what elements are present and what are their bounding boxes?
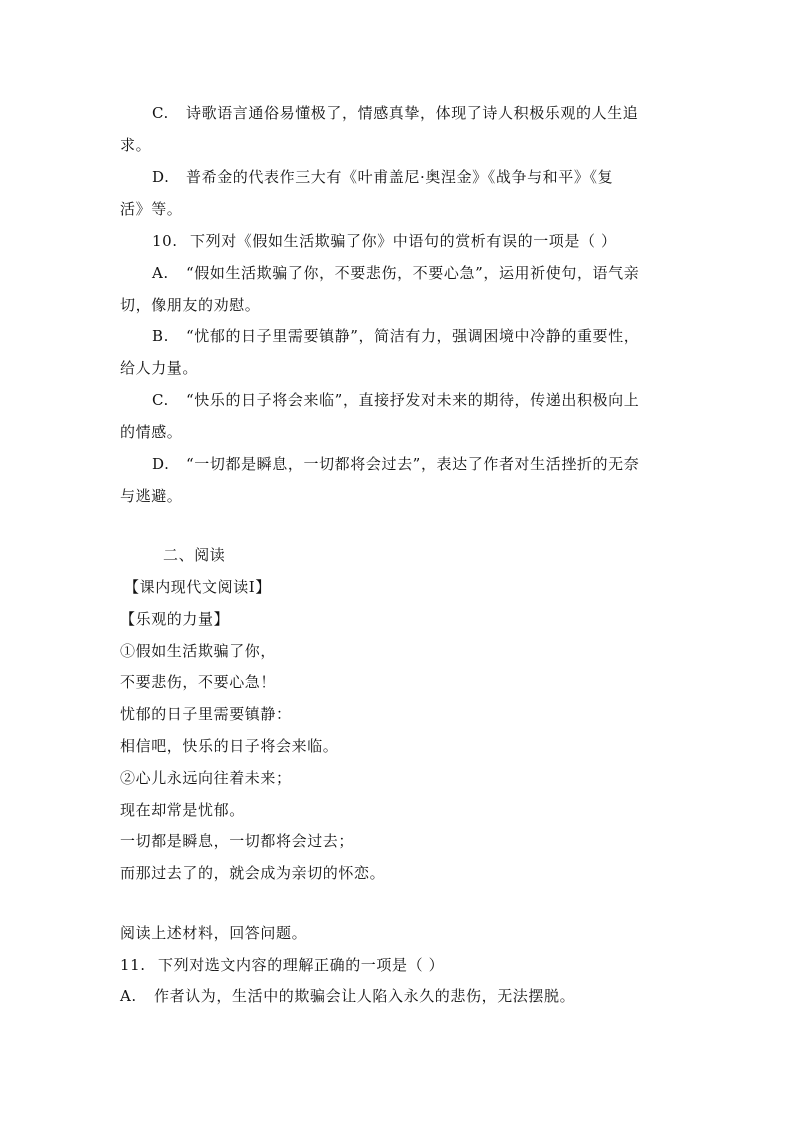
q10-option-c-continued: 的情感。 — [120, 423, 183, 441]
question-text: 下列对选文内容的理解正确的一项是（ ） — [158, 956, 445, 974]
option-label: C. — [152, 391, 169, 409]
option-text: “一切都是瞬息，一切都将会过去”，表达了作者对生活挫折的无奈 — [186, 455, 640, 473]
option-label: A. — [152, 264, 169, 282]
poem-line: ②心儿永远向往着未来； — [120, 769, 292, 787]
q9-option-d-continued: 活》等。 — [120, 200, 183, 218]
poem-line: 不要悲伤，不要心急！ — [120, 673, 277, 691]
question-number: 10. — [152, 232, 178, 250]
option-text: “快乐的日子将会来临”，直接抒发对未来的期待，传递出积极向上 — [186, 391, 640, 409]
option-text: 作者认为，生活中的欺骗会让人陷入永久的悲伤，无法摆脱。 — [154, 987, 576, 1005]
section-subheading: 【课内现代文阅读Ⅰ】 — [124, 578, 271, 596]
option-label: D. — [152, 455, 170, 473]
q11-option-a — [120, 985, 575, 1006]
q10-option-b-continued: 给人力量。 — [120, 359, 199, 377]
option-text: “假如生活欺骗了你，不要悲伤，不要心急”，运用祈使句，语气亲 — [186, 264, 640, 282]
q10-option-d-continued: 与逃避。 — [120, 487, 183, 505]
option-label: A. — [120, 987, 137, 1005]
q10-option-a — [152, 262, 639, 283]
q10-option-d — [152, 453, 639, 474]
q11-stem — [120, 954, 444, 975]
q9-option-d — [152, 166, 613, 187]
question-text: 下列对《假如生活欺骗了你》中语句的赏析有误的一项是（ ） — [190, 232, 617, 250]
poem-line: 而那过去了的，就会成为亲切的怀恋。 — [120, 864, 386, 882]
poem-line: 现在却常是忧郁。 — [120, 801, 245, 819]
q10-stem — [152, 230, 617, 251]
poem-line: 忧郁的日子里需要镇静： — [120, 705, 292, 723]
q10-option-b — [152, 325, 639, 346]
question-number: 11. — [120, 956, 146, 974]
option-text: “忧郁的日子里需要镇静”，简洁有力，强调困境中冷静的重要性， — [186, 327, 640, 345]
reading-instruction: 阅读上述材料，回答问题。 — [120, 924, 308, 942]
passage-title: 【乐观的力量】 — [120, 610, 230, 628]
option-label: D. — [152, 168, 170, 186]
q10-option-a-continued: 切，像朋友的劝慰。 — [120, 296, 261, 314]
q9-option-c — [152, 102, 638, 123]
option-text: 普希金的代表作三大有《叶甫盖尼·奥涅金》《战争与和平》《复 — [186, 168, 614, 186]
option-label: C. — [152, 104, 169, 122]
poem-line: 一切都是瞬息，一切都将会过去； — [120, 832, 355, 850]
q10-option-c — [152, 389, 639, 410]
option-text: 诗歌语言通俗易懂极了，情感真挚，体现了诗人积极乐观的人生追 — [186, 104, 639, 122]
poem-line: ①假如生活欺骗了你， — [120, 642, 277, 660]
q9-option-c-continued: 求。 — [120, 136, 152, 154]
section-heading: 二、阅读 — [163, 546, 226, 564]
option-label: B. — [152, 327, 169, 345]
poem-line: 相信吧，快乐的日子将会来临。 — [120, 737, 339, 755]
